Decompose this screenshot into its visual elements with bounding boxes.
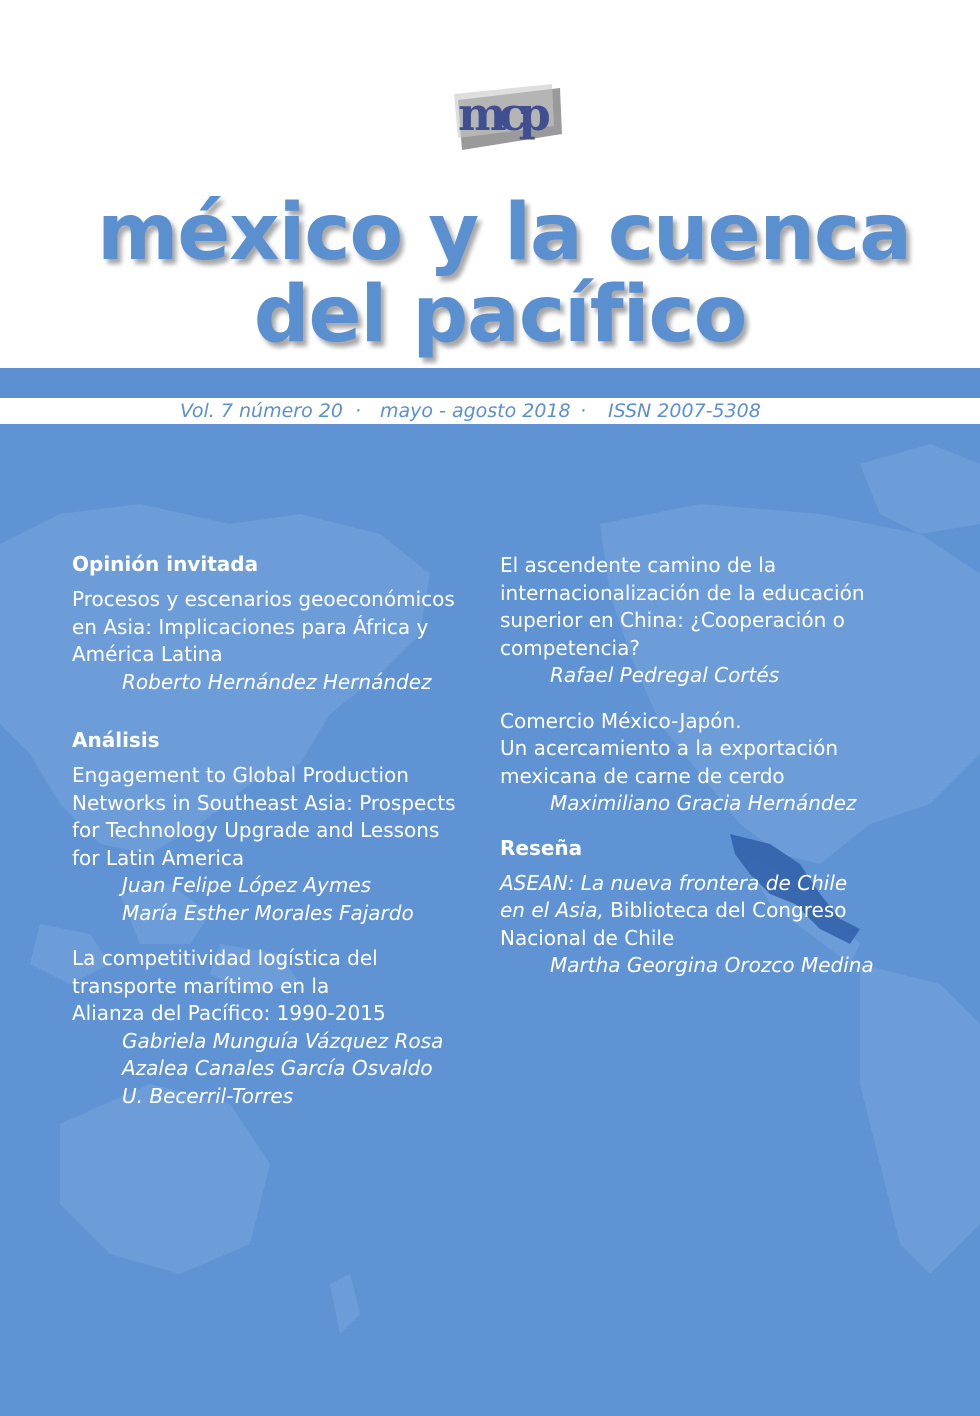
issue-issn: ISSN 2007-5308 [608,400,761,422]
article-title-line[interactable]: Procesos y escenarios geoeconómicos [72,587,455,611]
article-author: Roberto Hernández Hernández [122,669,432,694]
journal-title-line2: del pacífico [253,270,747,360]
article-author: U. Becerril-Torres [122,1083,294,1108]
journal-title-line1: méxico y la cuenca [97,188,911,278]
article-title-line[interactable]: internacionalización de la educación [500,580,865,605]
article-title-line[interactable]: La competitividad logística del [72,946,378,970]
section-heading: Opinión invitada [72,552,259,576]
article-title-line[interactable]: en Asia: Implicaciones para África y [72,614,429,639]
article-block [500,552,940,690]
article-title-line[interactable]: transporte marítimo en la [72,973,330,998]
article-author: María Esther Morales Fajardo [122,900,414,925]
article-title-line[interactable]: Comercio México-Japón. [500,708,742,733]
article-title-line[interactable]: for Latin America [72,845,245,870]
issue-period: mayo - agosto 2018 [380,400,571,422]
review-author: Martha Georgina Orozco Medina [550,953,874,977]
article-author: Juan Felipe López Aymes [122,873,372,897]
article-title-line[interactable]: competencia? [500,635,640,660]
section-heading: Análisis [72,728,160,752]
article-author: Gabriela Munguía Vázquez Rosa [122,1028,444,1053]
article-title-line[interactable]: superior en China: ¿Cooperación o [500,608,845,632]
review-title-italic: en el Asia, [500,898,604,922]
article-title-line[interactable]: América Latina [72,642,223,666]
review-title-line[interactable]: ASEAN: La nueva frontera de Chile [500,870,848,895]
article-block [72,945,492,1110]
article-title-line[interactable]: Alianza del Pacífico: 1990-2015 [72,1001,386,1025]
issue-separator: · [355,400,362,422]
article-title-line[interactable]: El ascendente camino de la [500,553,777,577]
article-block [500,708,940,818]
journal-logo [440,78,570,158]
section-heading: Reseña [500,835,583,860]
review-publisher: Biblioteca del Congreso [603,898,847,922]
article-title-line[interactable]: for Technology Upgrade and Lessons [72,818,440,842]
article-block [72,586,492,696]
issue-info [0,398,980,424]
article-title-line[interactable]: Engagement to Global Production [72,763,409,787]
review-block [500,870,940,980]
logo-text: mcp [458,87,543,141]
cover-header [0,0,980,368]
article-author: Azalea Canales García Osvaldo [122,1056,433,1080]
top-band [0,368,980,398]
issue-separator: · [580,400,587,422]
review-publisher-line: Nacional de Chile [500,925,675,950]
right-column [500,552,940,998]
article-author: Maximiliano Gracia Hernández [550,791,857,815]
article-title-line[interactable]: Networks in Southeast Asia: Prospects [72,790,456,815]
review-title-line[interactable] [500,897,940,925]
article-title-line[interactable]: mexicana de carne de cerdo [500,763,785,788]
article-author: Rafael Pedregal Cortés [550,663,780,687]
cover-body [0,424,980,1416]
left-column [72,552,492,1128]
issue-volume: Vol. 7 número 20 [180,400,343,422]
article-title-line[interactable]: Un acercamiento a la exportación [500,736,839,760]
article-block [72,762,492,927]
